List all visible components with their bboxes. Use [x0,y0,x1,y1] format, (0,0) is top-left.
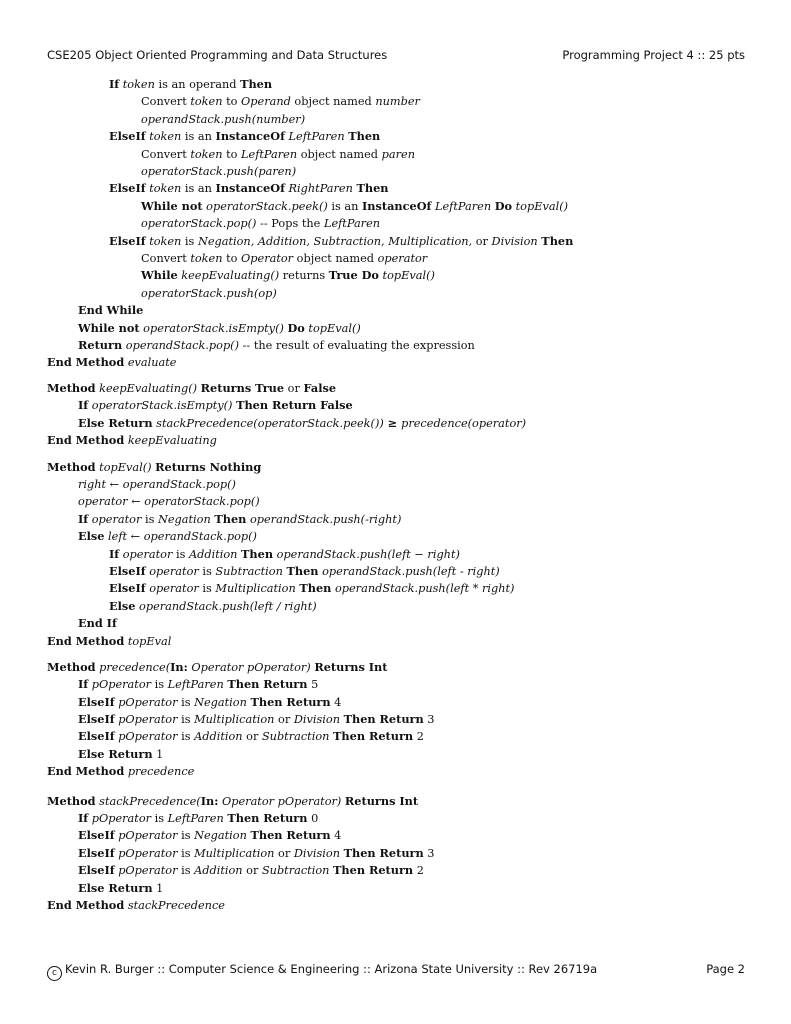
footer-credit-text: Kevin R. Burger :: Computer Science & Engineering :: Arizona State University :: Rev 26719a [65,962,598,976]
code-line: Else Return stackPrecedence(operatorStack.peek()) ≥ precedence(operator) [78,415,527,430]
code-line: Else Return 1 [78,746,164,761]
code-line: While keepEvaluating() returns True Do topEval() [141,268,435,283]
code-line: End Method keepEvaluating [47,433,217,448]
code-line: operatorStack.pop() -- Pops the LeftParen [141,217,381,231]
code-line: End While [78,303,144,318]
page-number: Page 2 [706,962,745,976]
code-line: ElseIf pOperator is Negation Then Return 4 [78,694,342,709]
code-line: Else operandStack.push(left / right) [109,598,317,613]
header-project-title: Programming Project 4 :: 25 pts [562,48,745,62]
code-line: Else Return 1 [78,880,164,895]
code-line: If operatorStack.isEmpty() Then Return False [78,398,353,413]
code-line: operatorStack.push(op) [141,286,277,300]
code-line: End If [78,616,117,631]
code-line: If token is an operand Then [109,77,273,91]
code-line: Method stackPrecedence(In: Operator pOperator) Returns Int [47,793,419,808]
code-line: Convert token to Operator object named operator [141,252,428,265]
code-line: Method topEval() Returns Nothing [47,459,262,474]
code-line: right ← operandStack.pop() [78,477,236,491]
code-line: End Method topEval [47,633,172,648]
code-line: If operator is Negation Then operandStack.push(-right) [78,511,402,526]
code-line: Method keepEvaluating() Returns True or False [47,381,337,395]
code-line: End Method evaluate [47,355,177,370]
code-line: operator ← operatorStack.pop() [78,495,260,509]
code-line: ElseIf pOperator is Negation Then Return 4 [78,828,342,843]
code-line: If operator is Addition Then operandStack.push(left − right) [109,546,460,561]
code-line: Convert token to LeftParen object named paren [141,147,415,161]
code-line: operatorStack.push(paren) [141,165,297,178]
code-line: ElseIf operator is Subtraction Then operandStack.push(left - right) [109,563,500,578]
code-line: ElseIf operator is Multiplication Then operandStack.push(left * right) [109,581,515,596]
code-line: While not operatorStack.peek() is an InstanceOf LeftParen Do topEval() [141,198,569,213]
code-line: If pOperator is LeftParen Then Return 0 [78,810,319,825]
code-line: ElseIf pOperator is Addition or Subtraction Then Return 2 [78,729,424,744]
code-line: If pOperator is LeftParen Then Return 5 [78,677,319,692]
code-line: Convert token to Operand object named number [141,95,420,109]
header-course-title: CSE205 Object Oriented Programming and Data Structures [47,48,388,62]
code-line: ElseIf pOperator is Multiplication or Division Then Return 3 [78,845,435,860]
code-line: While not operatorStack.isEmpty() Do topEval() [78,320,361,335]
code-line: ElseIf token is Negation, Addition, Subtraction, Multiplication, or Division Then [109,233,574,248]
code-line: Method precedence(In: Operator pOperator) Returns Int [47,659,388,674]
footer-credit [47,962,597,981]
code-line: Else left ← operandStack.pop() [78,529,257,544]
code-line: ElseIf token is an InstanceOf LeftParen Then [109,129,381,144]
code-line: operandStack.push(number) [141,112,306,126]
code-line: ElseIf token is an InstanceOf RightParen Then [109,181,389,196]
code-line: Return operandStack.pop() -- the result of evaluating the expression [78,338,475,352]
code-line: End Method stackPrecedence [47,897,225,912]
code-line: End Method precedence [47,764,195,779]
copyright-icon: c [47,966,62,981]
code-line: ElseIf pOperator is Multiplication or Division Then Return 3 [78,712,435,726]
code-line: ElseIf pOperator is Addition or Subtraction Then Return 2 [78,863,424,878]
